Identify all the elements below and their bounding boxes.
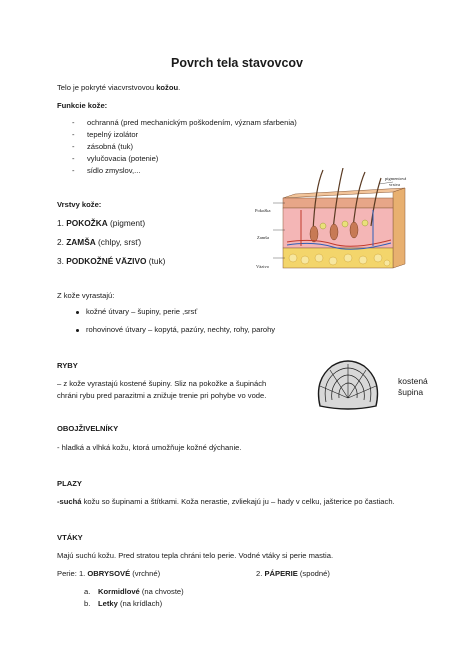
page-title: Povrch tela stavovcov bbox=[170, 56, 303, 70]
perie-part-letter: b. bbox=[84, 599, 91, 608]
vyrastaju-text: Z kože vyrastajú: bbox=[57, 291, 115, 300]
utvary-item: kožné útvary – šupiny, perie ,srsť bbox=[86, 307, 198, 316]
ryby-text-line: – z kože vyrastajú kostené šupiny. Sliz na pokožke a šupinách bbox=[57, 379, 267, 388]
obojzivelniky-heading: OBOJŽIVELNÍKY bbox=[57, 424, 119, 433]
paperie-line: 2. PÁPERIE (spodné) bbox=[256, 569, 330, 578]
skin-label-vazivo: Väzivo bbox=[256, 264, 269, 269]
vrstvy-heading: Vrstvy kože: bbox=[57, 200, 102, 209]
funkcie-heading: Funkcie kože: bbox=[57, 101, 108, 110]
perie-line: Perie: 1. OBRYSOVÉ (vrchné) bbox=[57, 569, 161, 578]
funkcie-item: - zásobná (tuk) bbox=[87, 142, 133, 152]
funkcie-item: - vylučovacia (potenie) bbox=[87, 154, 158, 164]
funkcie-item: - ochranná (pred mechanickým poškodením, význam sfarbenia) bbox=[87, 118, 297, 128]
perie-part: Letky (na krídlach) bbox=[98, 599, 163, 608]
perie-part-letter: a. bbox=[84, 587, 91, 596]
ryby-text-line: chráni rybu pred parazitmi a znižuje trenie pri pohybe vo vode. bbox=[57, 391, 267, 400]
bullet-dot bbox=[76, 329, 79, 332]
skin-label-pigment-2: vrstva bbox=[389, 182, 400, 187]
scale-label-2: šupina bbox=[398, 387, 424, 397]
intro-bold-word: kožou bbox=[156, 83, 179, 92]
intro-suffix: . bbox=[178, 83, 181, 92]
fish-scale-figure bbox=[312, 356, 428, 412]
vrstva-item: 1. POKOŽKA (pigment) bbox=[57, 218, 146, 228]
skin-label-zamsa: Zamša bbox=[257, 235, 269, 240]
plazy-text: -suchá kožu so šupinami a štítkami. Koža nerastie, zvliekajú ju – hady v celku, jašterice po častiach. bbox=[57, 497, 395, 506]
funkcie-item: - tepelný izolátor bbox=[87, 130, 138, 140]
intro-text bbox=[57, 83, 180, 93]
skin-label-pigment-1: pigmentová bbox=[385, 176, 407, 181]
utvary-item: rohovinové útvary – kopytá, pazúry, nechty, rohy, parohy bbox=[86, 325, 276, 334]
skin-diagram bbox=[253, 168, 418, 288]
funkcie-item: - sídlo zmyslov,... bbox=[87, 166, 140, 176]
bullet-dot bbox=[76, 311, 79, 314]
obojzivelniky-text: - hladká a vlhká kožu, ktorá umožňuje kožné dýchanie. bbox=[57, 443, 242, 452]
vrstva-item: 2. ZAMŠA (chlpy, srsť) bbox=[57, 237, 142, 247]
perie-part: Kormidlové (na chvoste) bbox=[98, 587, 184, 596]
ryby-heading: RYBY bbox=[57, 361, 78, 370]
skin-label-pokozka: Pokožka bbox=[255, 208, 271, 213]
vtaky-text: Majú suchú kožu. Pred stratou tepla chráni telo perie. Vodné vtáky si perie mastia. bbox=[57, 551, 334, 560]
vrstva-item: 3. PODKOŽNÉ VÄZIVO (tuk) bbox=[57, 256, 166, 266]
scale-label-1: kostená bbox=[398, 376, 428, 386]
plazy-heading: PLAZY bbox=[57, 479, 82, 488]
intro-prefix: Telo je pokryté viacvrstvovou bbox=[57, 83, 157, 92]
vtaky-heading: VTÁKY bbox=[57, 533, 83, 542]
